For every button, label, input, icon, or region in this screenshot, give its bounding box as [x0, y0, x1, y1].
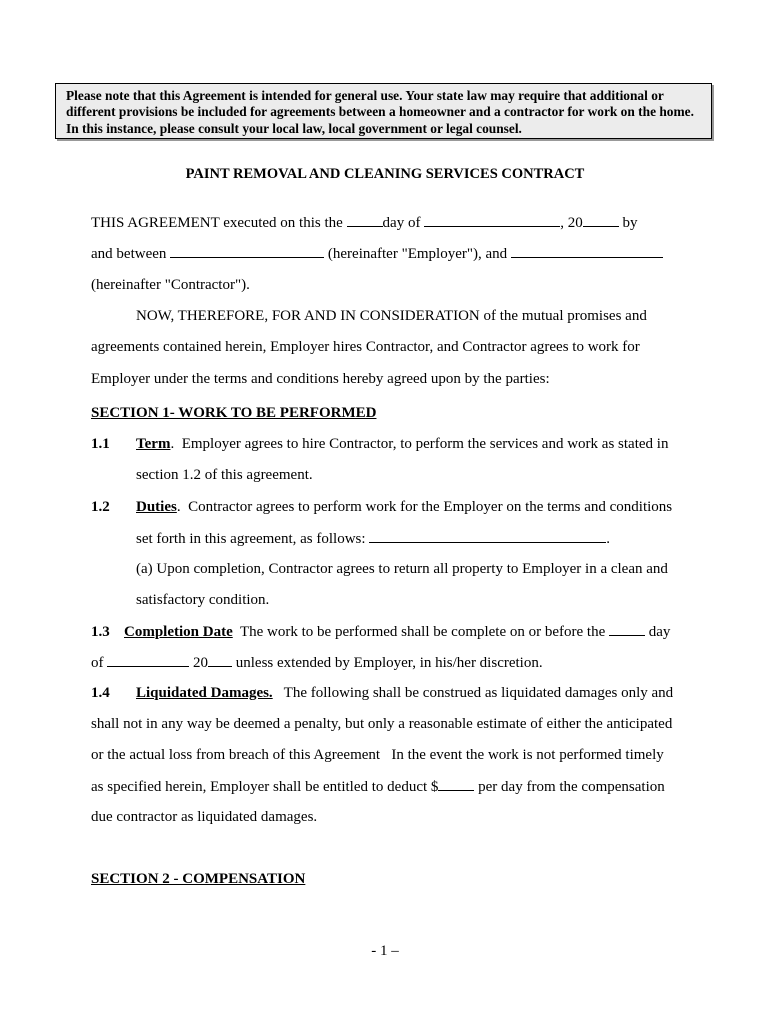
text: . Contractor agrees to perform work for the Employer on the terms and conditions [176, 499, 673, 515]
month-blank[interactable] [424, 213, 560, 227]
clause-1-2 [91, 498, 672, 516]
text: day of [382, 215, 425, 231]
text: unless extended by Employer, in his/her discretion. [232, 655, 543, 671]
text: , 20 [560, 215, 583, 231]
text: set forth in this agreement, as follows: [136, 531, 370, 547]
clause-1-4-line: due contractor as liquidated damages. [91, 809, 318, 825]
clause-term: Term [136, 436, 171, 452]
clause-1-4 [91, 684, 673, 702]
completion-year-blank[interactable] [208, 653, 232, 667]
recital-line: NOW, THEREFORE, FOR AND IN CONSIDERATION of the mutual promises and [136, 308, 647, 324]
clause-1-1-cont: section 1.2 of this agreement. [136, 467, 313, 483]
clause-1-3-cont [91, 653, 543, 672]
amount-blank[interactable] [438, 777, 474, 791]
clause-number: 1.2 [91, 499, 110, 515]
completion-month-blank[interactable] [107, 653, 189, 667]
text: . Employer agrees to hire Contractor, to perform the services and work as stated in [170, 436, 669, 452]
text: day [645, 624, 671, 640]
text: (hereinafter "Employer"), and [324, 246, 511, 262]
text: as specified herein, Employer shall be entitled to deduct $ [91, 779, 439, 795]
clause-1-3 [91, 622, 670, 641]
section-1-heading: SECTION 1- WORK TO BE PERFORMED [91, 405, 377, 421]
text: The following shall be construed as liquidated damages only and [272, 685, 674, 701]
text: . [606, 531, 611, 547]
clause-term: Duties [136, 499, 177, 515]
recital-line: Employer under the terms and conditions hereby agreed upon by the parties: [91, 371, 550, 387]
employer-blank[interactable] [170, 244, 324, 258]
text: 20 [189, 655, 208, 671]
clause-1-2-cont [136, 529, 610, 548]
text: and between [91, 246, 171, 262]
general-use-notice: Please note that this Agreement is intended for general use. Your state law may require that additional or different provisions be included for agreements between a homeowner and a contractor for work on the home. In this instance, please consult your local law, local government or legal counsel. [55, 83, 712, 139]
clause-number: 1.3 [91, 624, 110, 640]
clause-term: Completion Date [124, 624, 233, 640]
section-2-heading: SECTION 2 - COMPENSATION [91, 871, 306, 887]
duties-blank[interactable] [369, 529, 606, 543]
clause-term: Liquidated Damages. [136, 685, 273, 701]
clause-number: 1.4 [91, 685, 110, 701]
clause-1-4-line: shall not in any way be deemed a penalty, but only a reasonable estimate of either the anticipated [91, 716, 673, 732]
text: The work to be performed shall be complete on or before the [232, 624, 610, 640]
completion-day-blank[interactable] [609, 622, 645, 636]
clause-1-4-line: or the actual loss from breach of this Agreement In the event the work is not performed timely [91, 747, 664, 763]
clause-1-2-a: (a) Upon completion, Contractor agrees to return all property to Employer in a clean and [136, 561, 668, 577]
day-blank[interactable] [347, 213, 383, 227]
text: THIS AGREEMENT executed on this the [91, 215, 347, 231]
page-title: PAINT REMOVAL AND CLEANING SERVICES CONTRACT [185, 166, 585, 182]
clause-number: 1.1 [91, 436, 110, 452]
clause-1-2-a-cont: satisfactory condition. [136, 592, 270, 608]
contractor-blank[interactable] [511, 244, 663, 258]
text: per day from the compensation [474, 779, 665, 795]
text: of [91, 655, 108, 671]
intro-line-3: (hereinafter "Contractor"). [91, 277, 250, 293]
text: by [618, 215, 638, 231]
intro-line-1 [91, 213, 637, 232]
recital-line: agreements contained herein, Employer hires Contractor, and Contractor agrees to work for [91, 339, 640, 355]
intro-line-2 [91, 244, 663, 263]
year-blank[interactable] [583, 213, 619, 227]
clause-1-1 [91, 435, 668, 453]
page-number: - 1 – [371, 943, 399, 959]
clause-1-4-line [91, 777, 665, 796]
